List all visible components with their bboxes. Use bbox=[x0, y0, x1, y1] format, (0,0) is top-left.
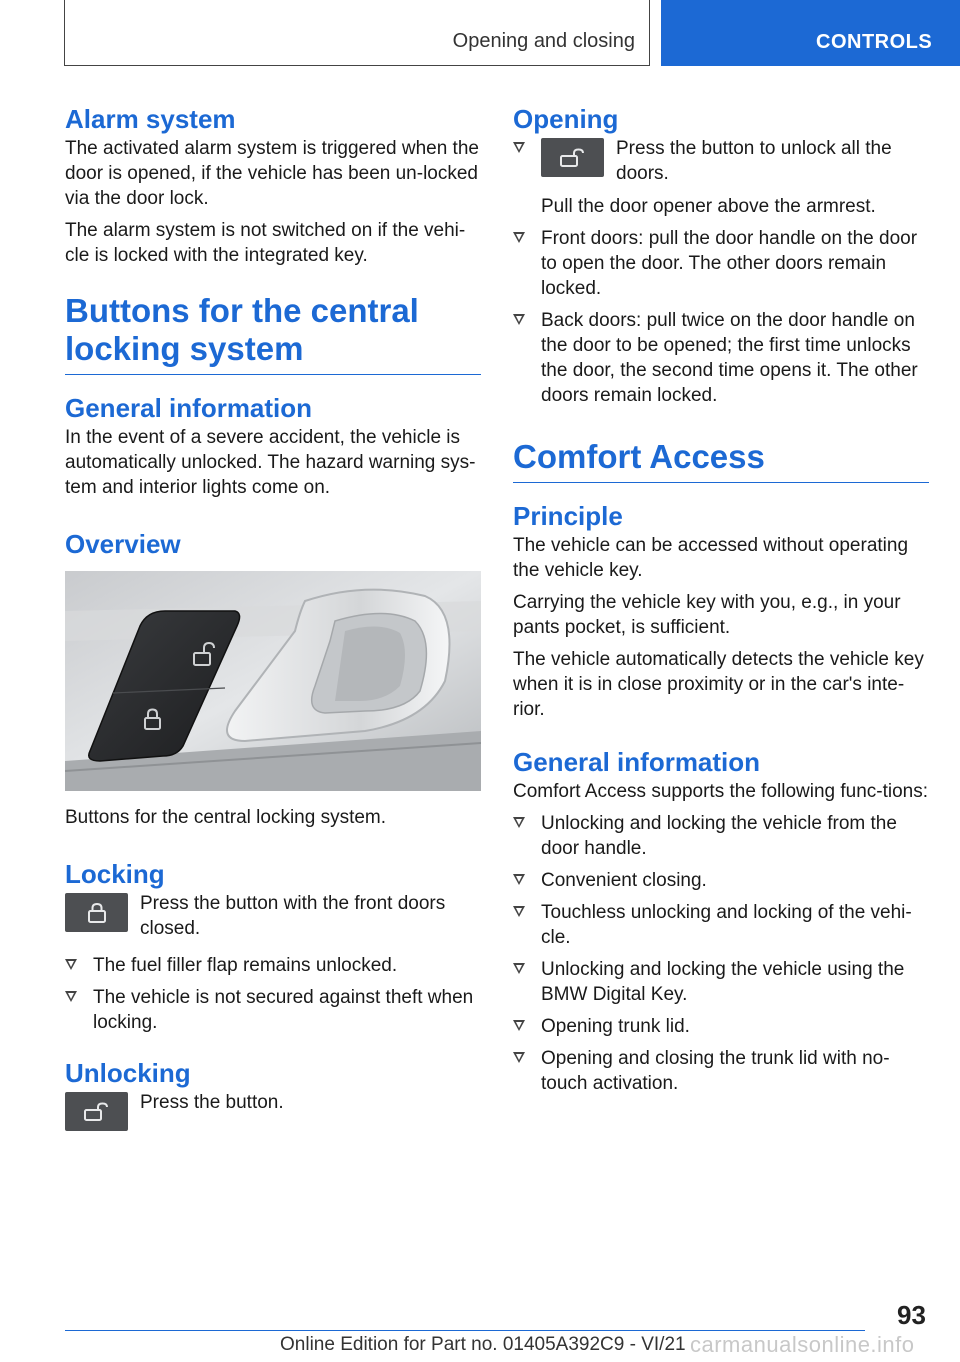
footer-edition: Online Edition for Part no. 01405A392C9 - VI/21 bbox=[280, 1334, 686, 1355]
page-number: 93 bbox=[897, 1300, 926, 1330]
opening-heading: Opening bbox=[513, 104, 619, 134]
opening-sub-text: Pull the door opener above the armrest. bbox=[541, 196, 876, 217]
list-item: Unlocking and locking the vehicle from the door handle. bbox=[513, 811, 929, 861]
comfort-access-heading: Comfort Access bbox=[513, 438, 929, 483]
right-column bbox=[513, 100, 929, 1103]
left-column bbox=[65, 100, 481, 1143]
principle-heading: Principle bbox=[513, 501, 623, 531]
locking-heading: Locking bbox=[65, 859, 165, 889]
photo-caption: Buttons for the central locking system. bbox=[65, 807, 387, 828]
central-locking-heading: Buttons for the central locking system bbox=[65, 292, 481, 375]
locking-instruction bbox=[65, 891, 481, 941]
unlocking-paragraph: Press the button. bbox=[140, 1092, 284, 1113]
list-item: Back doors: pull twice on the door handle on the door to be opened; the first time unlocks the door, the second time opens it. The other doors remain locked. bbox=[513, 308, 929, 408]
overview-heading: Overview bbox=[65, 529, 181, 559]
list-item: Opening and closing the trunk lid with no-touch activation. bbox=[513, 1046, 929, 1096]
door-buttons-photo bbox=[65, 571, 481, 791]
principle-paragraph-2: Carrying the vehicle key with you, e.g., in your pants pocket, is sufficient. bbox=[513, 592, 901, 638]
comfort-general-paragraph: Comfort Access supports the following func-tions: bbox=[513, 781, 929, 802]
header-section-title: Opening and closing bbox=[452, 30, 635, 52]
list-item: The fuel filler flap remains unlocked. bbox=[65, 953, 481, 978]
comfort-general-heading: General information bbox=[513, 747, 761, 777]
header-chapter-label: CONTROLS bbox=[816, 31, 933, 53]
unlock-icon bbox=[541, 138, 604, 177]
watermark: carmanualsonline.info bbox=[690, 1332, 915, 1357]
list-item: Unlocking and locking the vehicle using the BMW Digital Key. bbox=[513, 957, 929, 1007]
unlock-icon bbox=[65, 1092, 128, 1131]
list-item: Convenient closing. bbox=[513, 868, 929, 893]
header-section-box bbox=[64, 0, 650, 66]
principle-paragraph-3: The vehicle automatically detects the vehicle key when it is in close proximity or in the car's inte-rior. bbox=[513, 649, 924, 720]
alarm-system-heading: Alarm system bbox=[65, 104, 236, 134]
principle-paragraph-1: The vehicle can be accessed without operating the vehicle key. bbox=[513, 535, 909, 581]
locking-list bbox=[65, 953, 481, 1035]
lock-icon bbox=[65, 893, 128, 932]
list-item: Front doors: pull the door handle on the door to open the door. The other doors remain locked. bbox=[513, 226, 929, 301]
locking-paragraph: Press the button with the front doors closed. bbox=[140, 893, 446, 939]
comfort-functions-list bbox=[513, 811, 929, 1096]
unlocking-instruction bbox=[65, 1090, 481, 1131]
opening-list bbox=[513, 136, 929, 408]
alarm-paragraph-2: The alarm system is not switched on if the vehi-cle is locked with the integrated key. bbox=[65, 220, 466, 266]
general-information-heading: General information bbox=[65, 393, 313, 423]
list-item: Opening trunk lid. bbox=[513, 1014, 929, 1039]
unlocking-heading: Unlocking bbox=[65, 1058, 191, 1088]
list-item: Press the button to unlock all the doors. Pull the door opener above the armrest. bbox=[513, 136, 929, 219]
footer-divider bbox=[65, 1330, 865, 1331]
header-chapter-tab bbox=[661, 0, 960, 66]
list-item: The vehicle is not secured against theft when locking. bbox=[65, 985, 481, 1035]
list-item: Touchless unlocking and locking of the vehi-cle. bbox=[513, 900, 929, 950]
general-information-paragraph: In the event of a severe accident, the vehicle is automatically unlocked. The hazard warning sys-tem and interior lights come on. bbox=[65, 427, 476, 498]
alarm-paragraph-1: The activated alarm system is triggered when the door is opened, if the vehicle has been un-locked via the door lock. bbox=[65, 138, 479, 209]
